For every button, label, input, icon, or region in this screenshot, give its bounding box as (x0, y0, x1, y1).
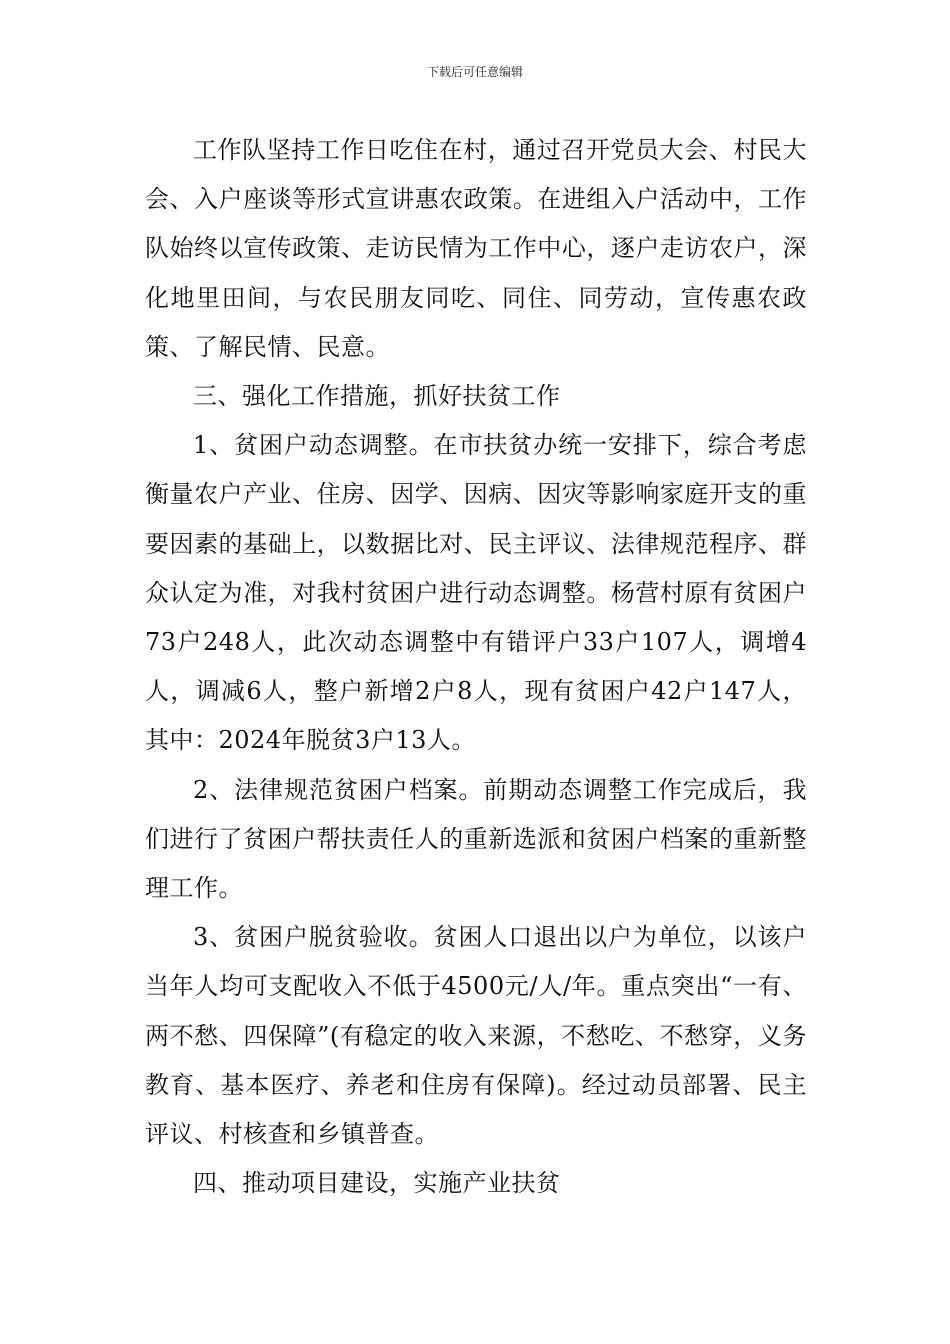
paragraph-dynamic-adjustment: 1、贫困户动态调整。在市扶贫办统一安排下，综合考虑衡量农户产业、住房、因学、因病、因灾等影响家庭开支的重要因素的基础上，以数据比对、民主评议、法律规范程序、群众认定为准，对我村贫困户进行动态调整。杨营村原有贫困户73户248人，此次动态调整中有错评户33户107人，调增4人，调减6人，整户新增2户8人，现有贫困户42户147人，其中：2024年脱贫3户13人。 (145, 431, 807, 755)
page-header: 下载后可任意编辑 (426, 65, 523, 79)
paragraph-acceptance: 3、贫困户脱贫验收。贫困人口退出以户为单位，以该户当年人均可支配收入不低于4500元/人/年。重点突出“一有、两不愁、四保障”(有稳定的收入来源，不愁吃、不愁穿，义务教育、基本医疗、养老和住房有保障)。经过动员部署、民主评议、村核查和乡镇普查。 (145, 923, 807, 1149)
document-body (145, 126, 807, 1208)
section-heading-4: 四、推动项目建设，实施产业扶贫 (193, 1169, 561, 1198)
section-heading-3: 三、强化工作措施，抓好扶贫工作 (193, 382, 561, 411)
paragraph-archive: 2、法律规范贫困户档案。前期动态调整工作完成后，我们进行了贫困户帮扶责任人的重新选派和贫困户档案的重新整理工作。 (145, 775, 807, 903)
paragraph-work-team: 工作队坚持工作日吃住在村，通过召开党员大会、村民大会、入户座谈等形式宣讲惠农政策。在进组入户活动中，工作队始终以宣传政策、走访民情为工作中心，逐户走访农户，深化地里田间，与农民朋友同吃、同住、同劳动，宣传惠农政策、了解民情、民意。 (145, 136, 807, 361)
